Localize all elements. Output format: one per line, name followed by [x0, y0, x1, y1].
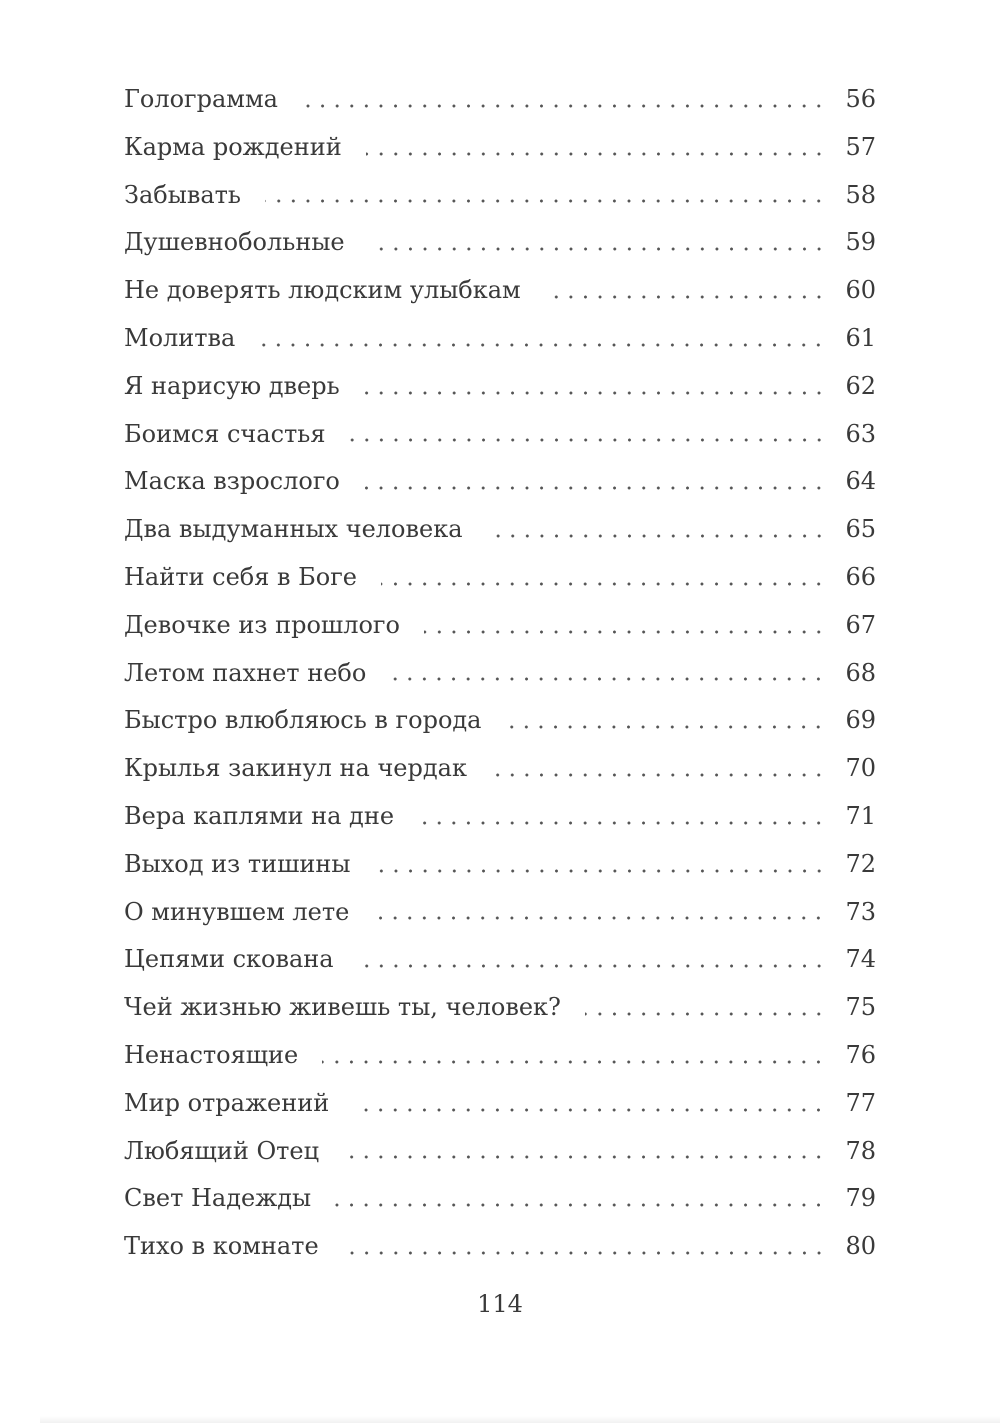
toc-entry-page: 61: [845, 323, 876, 352]
page-number: 114: [477, 1290, 523, 1318]
toc-entry: [124, 1080, 876, 1128]
toc-dot-leader: [373, 916, 826, 920]
toc-entry-title: Я нарисую дверь: [124, 371, 340, 400]
toc-entry: [124, 936, 876, 984]
toc-entry: [124, 745, 876, 793]
page-bottom-edge: [40, 1416, 1000, 1423]
toc-entry-title: Голограмма: [124, 85, 278, 113]
toc-entry-title: Душевнобольные: [124, 228, 345, 257]
toc-entry-page: 70: [845, 754, 876, 783]
table-of-contents: [124, 76, 876, 1271]
toc-entry: [124, 1223, 876, 1271]
toc-entry-page: 72: [845, 849, 876, 878]
toc-entry-title: О минувшем лете: [124, 897, 350, 926]
toc-entry-title: Быстро влюбляюсь в города: [124, 706, 482, 735]
toc-entry-page: 76: [845, 1040, 876, 1069]
toc-entry: [124, 124, 876, 172]
toc-entry-title: Два выдуманных человека: [124, 515, 463, 544]
toc-entry: [124, 984, 876, 1032]
toc-entry-page: 77: [845, 1088, 876, 1117]
toc-entry: [124, 219, 876, 267]
toc-entry-title: Найти себя в Боге: [124, 562, 358, 591]
toc-entry: [124, 841, 876, 889]
toc-entry-title: Чей жизнью живешь ты, человек?: [124, 993, 561, 1022]
toc-entry: [124, 506, 876, 554]
toc-dot-leader: [545, 295, 826, 299]
toc-dot-leader: [343, 1155, 826, 1159]
toc-dot-leader: [424, 630, 826, 634]
toc-entry-page: 78: [845, 1136, 876, 1165]
toc-entry: [124, 602, 876, 650]
toc-entry: [124, 793, 876, 841]
toc-entry-page: 80: [845, 1232, 876, 1261]
toc-entry-page: 59: [845, 228, 876, 257]
toc-entry-title: Выход из тишины: [124, 849, 351, 878]
toc-entry-title: Вера каплями на дне: [124, 801, 395, 830]
toc-dot-leader: [335, 1203, 826, 1207]
toc-dot-leader: [487, 534, 827, 538]
toc-dot-leader: [375, 869, 826, 873]
toc-entry-page: 74: [845, 945, 876, 974]
toc-entry-title: Цепями скована: [124, 945, 334, 974]
toc-entry: [124, 363, 876, 411]
toc-dot-leader: [350, 438, 826, 442]
toc-dot-leader: [505, 725, 826, 729]
toc-entry-page: 60: [845, 276, 876, 305]
toc-entry: [124, 554, 876, 602]
toc-dot-leader: [259, 343, 826, 347]
toc-dot-leader: [418, 821, 826, 825]
toc-entry: [124, 411, 876, 459]
toc-entry-page: 64: [845, 467, 876, 496]
toc-entry-page: 68: [845, 658, 876, 687]
toc-entry-page: 63: [845, 419, 876, 448]
toc-entry-title: Свет Надежды: [124, 1184, 312, 1213]
toc-entry-page: 65: [845, 515, 876, 544]
toc-entry-title: Карма рождений: [124, 132, 342, 161]
toc-entry: [124, 315, 876, 363]
toc-entry-title: Молитва: [124, 323, 236, 352]
toc-dot-leader: [366, 152, 826, 156]
toc-entry-page: 58: [845, 180, 876, 209]
toc-entry-page: 69: [845, 706, 876, 735]
toc-dot-leader: [364, 486, 826, 490]
toc-entry: [124, 1032, 876, 1080]
toc-entry-page: 67: [845, 610, 876, 639]
toc-dot-leader: [491, 773, 826, 777]
toc-entry-title: Девочке из прошлого: [124, 610, 400, 639]
toc-dot-leader: [302, 104, 826, 108]
toc-entry-page: 66: [845, 562, 876, 591]
toc-dot-leader: [343, 1251, 826, 1255]
toc-entry: [124, 697, 876, 745]
toc-entry-page: 57: [845, 132, 876, 161]
toc-dot-leader: [364, 391, 826, 395]
toc-dot-leader: [390, 677, 826, 681]
toc-entry-page: 71: [845, 801, 876, 830]
toc-entry-title: Любящий Отец: [124, 1136, 320, 1165]
toc-entry-page: 56: [845, 85, 876, 113]
toc-entry: [124, 458, 876, 506]
toc-entry-page: 62: [845, 371, 876, 400]
toc-entry: [124, 267, 876, 315]
toc-entry-page: 79: [845, 1184, 876, 1213]
toc-entry-title: Крылья закинул на чердак: [124, 754, 467, 783]
toc-entry-title: Забывать: [124, 180, 241, 209]
toc-dot-leader: [381, 582, 826, 586]
toc-dot-leader: [369, 247, 826, 251]
toc-entry-page: 75: [845, 993, 876, 1022]
toc-entry-title: Не доверять людским улыбкам: [124, 276, 521, 305]
toc-entry: [124, 889, 876, 937]
toc-entry: [124, 1128, 876, 1176]
toc-entry: [124, 76, 876, 124]
toc-entry-page: 73: [845, 897, 876, 926]
toc-dot-leader: [322, 1060, 826, 1064]
toc-entry: [124, 172, 876, 220]
toc-entry-title: Маска взрослого: [124, 467, 340, 496]
toc-dot-leader: [265, 199, 826, 203]
toc-dot-leader: [358, 964, 826, 968]
toc-entry-title: Боимся счастья: [124, 419, 326, 448]
toc-entry-title: Мир отражений: [124, 1088, 330, 1117]
toc-entry: [124, 1175, 876, 1223]
toc-entry-title: Летом пахнет небо: [124, 658, 367, 687]
toc-dot-leader: [353, 1108, 826, 1112]
toc-entry-title: Ненастоящие: [124, 1040, 299, 1069]
toc-dot-leader: [585, 1012, 826, 1016]
toc-entry: [124, 650, 876, 698]
toc-entry-title: Тихо в комнате: [124, 1232, 319, 1261]
